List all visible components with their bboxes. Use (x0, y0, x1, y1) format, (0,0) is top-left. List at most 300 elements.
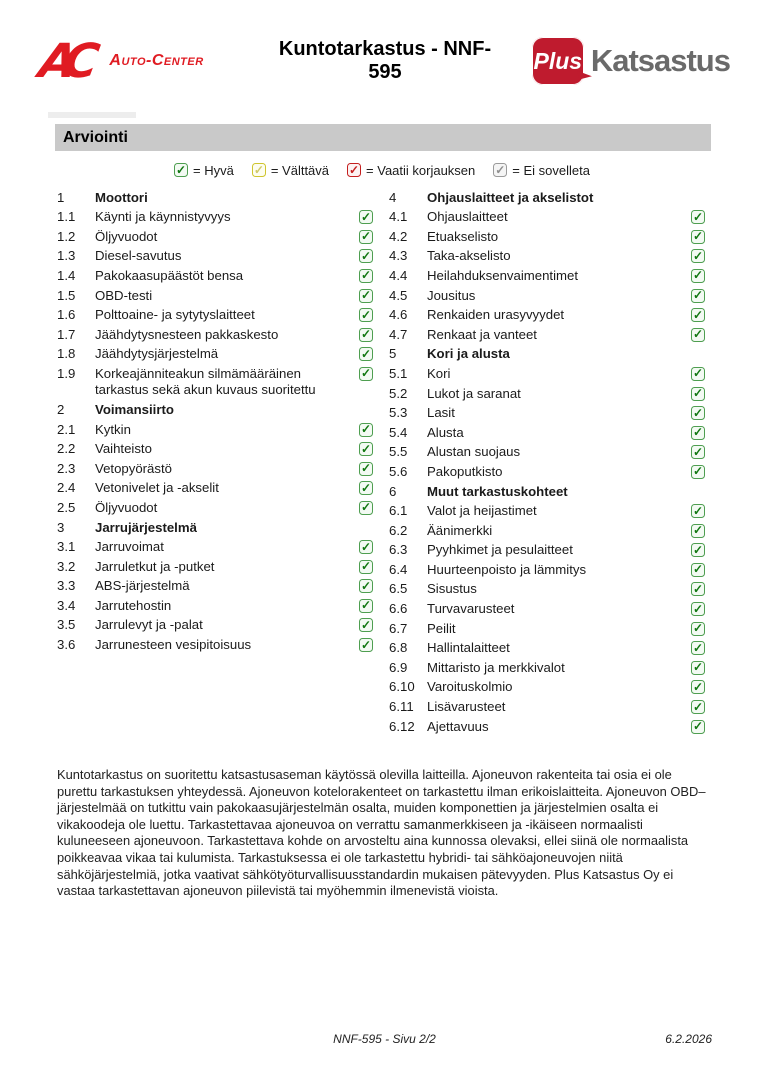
item-number: 1.2 (57, 228, 76, 244)
item-status-cell (359, 539, 377, 554)
section-label: Voimansiirto (95, 401, 174, 417)
item-status-cell (359, 307, 377, 322)
item-number: 1 (57, 189, 65, 205)
item-number: 6.1 (389, 503, 408, 519)
item-label: Pakokaasupäästöt bensa (95, 267, 244, 283)
item-label: Huurteenpoisto ja lämmitys (427, 561, 587, 577)
checklist-section-row (389, 188, 709, 208)
item-label: Varoituskolmio (427, 679, 513, 695)
checklist-right-column (389, 188, 709, 737)
item-status-cell (359, 598, 377, 613)
status-checkbox-na-icon (493, 163, 507, 177)
status-checkbox-good-icon (359, 462, 373, 476)
item-status-cell (359, 520, 377, 521)
item-number: 2 (57, 401, 65, 417)
status-checkbox-good-icon (691, 249, 705, 263)
status-checkbox-good-icon (691, 387, 705, 401)
item-number: 3.5 (57, 617, 76, 633)
inspection-checklist (57, 188, 709, 737)
item-label: Öljyvuodot (95, 228, 158, 244)
status-checkbox-good-icon (691, 445, 705, 459)
item-label: Korkeajänniteakun silmämääräinen tarkastus sekä akun kuvaus suoritettu (95, 365, 316, 398)
legend-item-fair (252, 163, 329, 178)
item-label: Pakoputkisto (427, 463, 503, 479)
item-status-cell (359, 366, 377, 381)
checkmark-glyph: ✓ (360, 422, 372, 437)
item-status-cell (691, 621, 709, 636)
checkmark-glyph: ✓ (360, 480, 372, 495)
checkmark-glyph: ✓ (692, 660, 704, 675)
item-status-cell (359, 461, 377, 476)
status-checkbox-good-icon (691, 641, 705, 655)
checkmark-glyph: ✓ (692, 386, 704, 401)
status-checkbox-good-icon (359, 308, 373, 322)
item-number: 3.1 (57, 539, 76, 555)
item-label: Pyyhkimet ja pesulaitteet (427, 542, 573, 558)
item-label: Jäähdytysjärjestelmä (95, 346, 219, 362)
item-status-cell (691, 288, 709, 303)
checkmark-glyph: ✓ (692, 464, 704, 479)
item-number: 4.4 (389, 267, 408, 283)
item-status-cell (359, 190, 377, 191)
status-checkbox-good-icon (359, 618, 373, 632)
checklist-item-row (389, 717, 709, 737)
plus-badge-text: Plus (533, 47, 583, 74)
status-checkbox-good-icon (174, 163, 188, 177)
checkmark-glyph: ✓ (692, 640, 704, 655)
page-title: Kuntotarkastus - NNF-595 (278, 38, 492, 83)
status-checkbox-good-icon (691, 700, 705, 714)
status-checkbox-good-icon (359, 560, 373, 574)
status-checkbox-good-icon (691, 680, 705, 694)
checkmark-glyph: ✓ (692, 523, 704, 538)
item-status-cell (691, 484, 709, 485)
status-checkbox-good-icon (359, 269, 373, 283)
checkmark-glyph: ✓ (360, 500, 372, 515)
checkmark-glyph: ✓ (692, 248, 704, 263)
checkmark-glyph: ✓ (360, 346, 372, 361)
item-label: Polttoaine- ja sytytyslaitteet (95, 307, 255, 323)
item-number: 1.1 (57, 209, 76, 225)
checkmark-glyph: ✓ (692, 405, 704, 420)
item-label: Peilit (427, 620, 456, 636)
item-number: 3 (57, 519, 65, 535)
checkmark-glyph: ✓ (360, 598, 372, 613)
item-label: Vaihteisto (95, 441, 152, 457)
checkmark-glyph: ✓ (360, 268, 372, 283)
checklist-item-row (389, 208, 709, 228)
status-checkbox-good-icon (359, 638, 373, 652)
checklist-item-row (57, 498, 377, 518)
status-checkbox-good-icon (359, 328, 373, 342)
checkmark-glyph: ✓ (360, 559, 372, 574)
item-label: Sisustus (427, 581, 477, 597)
item-number: 6.5 (389, 581, 408, 597)
checklist-item-row (57, 577, 377, 597)
item-status-cell (359, 617, 377, 632)
item-label: Hallintalaitteet (427, 640, 510, 656)
status-checkbox-good-icon (359, 249, 373, 263)
checklist-item-row (389, 658, 709, 678)
item-number: 1.9 (57, 365, 76, 381)
status-checkbox-repair-icon (347, 163, 361, 177)
plus-badge-icon (532, 37, 584, 85)
checkmark-glyph: ✓ (692, 562, 704, 577)
checklist-item-row (57, 420, 377, 440)
item-number: 3.3 (57, 578, 76, 594)
item-status-cell (691, 209, 709, 224)
item-status-cell (691, 464, 709, 479)
checkmark-glyph: ✓ (360, 539, 372, 554)
checklist-item-row (389, 306, 709, 326)
status-checkbox-good-icon (691, 622, 705, 636)
item-number: 5.2 (389, 385, 408, 401)
disclaimer-text: Kuntotarkastus on suoritettu katsastusaseman käytössä olevilla laitteilla. Ajoneuvon rakenteita tai osia ei ole purettu tarkastuksen yhteydessä. Ajoneuvon kotelorakenteet on tarkastettu ilman erikoislaitteita. Ajoneuvon OBD–järjestelmää on tutkittu vain pakokaasujärjestelmän osalta, muiden komponettien ja järjestelmien osalta ei vikakoodeja ole luettu. Tarkastettavaa ajoneuvoa on verrattu samanmerkkiseen ja -ikäiseen normaalisti kuluneeseen ajoneuvoon. Tarkastettava kohde on arvosteltu aina kunnossa olevaksi, ellei siinä ole normaalista poikkeavaa vikaa tai kulumista. Tarkastuksessa ei ole tarkastettu hybridi- tai sähköajoneuvojen niitä sähköjärjestelmiä, jotka vaativat sähkötyöturvallisuusstandardin mukaisen pätevyyden. Plus Katsastus Oy ei vastaa tarkastettavan ajoneuvon piilevistä tai myöhemmin ilmenevistä vioista. (57, 767, 706, 899)
checklist-section-row (57, 518, 377, 538)
item-status-cell (359, 346, 377, 361)
katsastus-logo-text: Katsastus (590, 43, 730, 78)
checkmark-glyph: ✓ (360, 461, 372, 476)
checkmark-glyph: ✓ (692, 229, 704, 244)
auto-center-logo (35, 33, 270, 89)
status-checkbox-good-icon (691, 720, 705, 734)
checklist-item-row (389, 462, 709, 482)
checkmark-glyph: ✓ (360, 366, 372, 381)
legend-item-good (174, 163, 234, 178)
status-checkbox-good-icon (359, 540, 373, 554)
item-status-cell (691, 366, 709, 381)
item-status-cell (691, 699, 709, 714)
checklist-item-row (57, 345, 377, 365)
checkmark-glyph: ✓ (692, 268, 704, 283)
status-checkbox-good-icon (691, 543, 705, 557)
item-status-cell (691, 719, 709, 734)
item-number: 4.1 (389, 209, 408, 225)
status-checkbox-good-icon (691, 289, 705, 303)
checkmark-glyph: ✓ (360, 229, 372, 244)
item-number: 1.5 (57, 287, 76, 303)
item-status-cell (359, 209, 377, 224)
checklist-item-row (389, 423, 709, 443)
item-status-cell (359, 480, 377, 495)
item-number: 6.3 (389, 542, 408, 558)
item-status-cell (359, 441, 377, 456)
item-status-cell (691, 327, 709, 342)
status-checkbox-good-icon (691, 230, 705, 244)
plus-katsastus-logo (500, 37, 730, 85)
checkmark-glyph: ✓ (360, 327, 372, 342)
report-header (35, 30, 730, 92)
status-checkbox-good-icon (691, 328, 705, 342)
section-label: Ohjauslaitteet ja akselistot (427, 189, 594, 205)
status-checkbox-good-icon (691, 661, 705, 675)
section-title: Arviointi (63, 128, 128, 146)
item-label: Renkaiden urasyvyydet (427, 307, 565, 323)
item-label: Kytkin (95, 421, 131, 437)
item-number: 1.7 (57, 326, 76, 342)
item-label: Renkaat ja vanteet (427, 326, 537, 342)
item-number: 5 (389, 346, 397, 362)
checkmark-glyph: ✓ (692, 621, 704, 636)
item-number: 5.1 (389, 365, 408, 381)
item-number: 6 (389, 483, 397, 499)
status-checkbox-good-icon (691, 602, 705, 616)
checklist-item-row (389, 678, 709, 698)
item-number: 4.3 (389, 248, 408, 264)
checklist-item-row (389, 541, 709, 561)
checklist-item-row (389, 697, 709, 717)
checklist-item-row (389, 286, 709, 306)
checkmark-glyph: ✓ (692, 699, 704, 714)
checklist-item-row (57, 557, 377, 577)
item-label: Jarruvoimat (95, 539, 164, 555)
checkmark-glyph: ✓ (360, 248, 372, 263)
status-checkbox-good-icon (691, 563, 705, 577)
checkmark-glyph: ✓ (692, 719, 704, 734)
auto-center-logo-text: Auto-Center (109, 52, 204, 69)
checklist-item-row (57, 208, 377, 228)
checklist-left-column (57, 188, 377, 655)
item-number: 6.2 (389, 522, 408, 538)
item-number: 6.9 (389, 659, 408, 675)
item-number: 1.4 (57, 267, 76, 283)
item-number: 4.5 (389, 287, 408, 303)
item-status-cell (359, 248, 377, 263)
status-checkbox-good-icon (359, 347, 373, 361)
status-checkbox-good-icon (359, 599, 373, 613)
item-status-cell (691, 640, 709, 655)
checklist-item-row (389, 443, 709, 463)
checklist-item-row (57, 635, 377, 655)
status-checkbox-fair-icon (252, 163, 266, 177)
checklist-item-row (389, 560, 709, 580)
status-checkbox-good-icon (359, 481, 373, 495)
status-checkbox-good-icon (691, 524, 705, 538)
item-status-cell (691, 581, 709, 596)
item-label: Taka-akselisto (427, 248, 511, 264)
status-checkbox-good-icon (359, 579, 373, 593)
item-label: Jousitus (427, 287, 476, 303)
item-status-cell (691, 660, 709, 675)
checklist-item-row (57, 286, 377, 306)
checkmark-glyph: ✓ (692, 425, 704, 440)
item-status-cell (691, 307, 709, 322)
checklist-item-row (389, 227, 709, 247)
item-status-cell (691, 405, 709, 420)
section-label: Jarrujärjestelmä (95, 519, 197, 535)
checklist-item-row (389, 247, 709, 267)
item-label: Jäähdytysnesteen pakkaskesto (95, 326, 279, 342)
checklist-item-row (389, 404, 709, 424)
item-status-cell (359, 578, 377, 593)
checklist-item-row (389, 502, 709, 522)
item-status-cell (359, 229, 377, 244)
checklist-item-row (57, 440, 377, 460)
item-status-cell (359, 327, 377, 342)
item-label: Vetopyörästö (95, 460, 172, 476)
item-number: 2.4 (57, 480, 76, 496)
legend-label: = Ei sovelleta (512, 162, 590, 178)
item-status-cell (359, 637, 377, 652)
item-label: Heilahduksenvaimentimet (427, 267, 578, 283)
item-label: Äänimerkki (427, 522, 493, 538)
item-label: Lasit (427, 405, 455, 421)
checklist-item-row (389, 364, 709, 384)
checkmark-glyph: ✓ (360, 578, 372, 593)
checklist-section-row (57, 400, 377, 420)
item-number: 3.6 (57, 637, 76, 653)
checklist-item-row (57, 266, 377, 286)
item-label: Lukot ja saranat (427, 385, 521, 401)
item-number: 4.7 (389, 326, 408, 342)
item-status-cell (691, 444, 709, 459)
status-checkbox-good-icon (691, 269, 705, 283)
item-number: 6.7 (389, 620, 408, 636)
item-status-cell (691, 190, 709, 191)
item-number: 2.1 (57, 421, 76, 437)
checklist-item-row (57, 596, 377, 616)
status-checkbox-good-icon (691, 465, 705, 479)
checklist-item-row (57, 364, 377, 400)
checkmark-glyph: ✓ (692, 209, 704, 224)
status-checkbox-good-icon (359, 230, 373, 244)
item-number: 5.4 (389, 424, 408, 440)
item-number: 2.3 (57, 460, 76, 476)
checklist-item-row (389, 639, 709, 659)
item-number: 6.11 (389, 699, 414, 715)
legend-label: = Välttävä (270, 162, 330, 178)
checklist-item-row (389, 325, 709, 345)
checkmark-glyph: ✓ (692, 503, 704, 518)
arviointi-section-bar (55, 124, 711, 151)
item-number: 1.8 (57, 346, 76, 362)
checkmark-glyph: ✓ (692, 307, 704, 322)
item-number: 4.2 (389, 228, 408, 244)
status-checkbox-good-icon (691, 582, 705, 596)
item-number: 6.4 (389, 561, 408, 577)
checkmark-glyph: ✓ (349, 162, 360, 177)
item-label: Öljyvuodot (95, 499, 158, 515)
section-label: Kori ja alusta (427, 346, 510, 362)
item-number: 4 (389, 189, 397, 205)
checklist-item-row (57, 538, 377, 558)
item-label: Jarruletkut ja -putket (95, 558, 215, 574)
status-checkbox-good-icon (691, 308, 705, 322)
status-checkbox-good-icon (359, 289, 373, 303)
item-number: 3.4 (57, 597, 76, 613)
status-checkbox-good-icon (359, 367, 373, 381)
item-status-cell (359, 559, 377, 574)
status-checkbox-good-icon (359, 423, 373, 437)
checkmark-glyph: ✓ (175, 162, 187, 177)
item-status-cell (691, 425, 709, 440)
checklist-item-row (57, 247, 377, 267)
item-label: Etuakselisto (427, 228, 499, 244)
checklist-item-row (57, 479, 377, 499)
checklist-item-row (57, 325, 377, 345)
status-checkbox-good-icon (691, 210, 705, 224)
checkmark-glyph: ✓ (360, 288, 372, 303)
item-label: OBD-testi (95, 287, 153, 303)
item-number: 2.2 (57, 441, 76, 457)
checkmark-glyph: ✓ (360, 307, 372, 322)
item-label: ABS-järjestelmä (95, 578, 190, 594)
item-label: Diesel-savutus (95, 248, 182, 264)
faint-gray-strip (48, 112, 136, 118)
section-label: Moottori (95, 189, 148, 205)
item-number: 5.5 (389, 444, 408, 460)
item-label: Vetonivelet ja -akselit (95, 480, 219, 496)
section-label: Muut tarkastuskohteet (427, 483, 568, 499)
checkmark-glyph: ✓ (360, 441, 372, 456)
status-checkbox-good-icon (691, 504, 705, 518)
checklist-item-row (389, 599, 709, 619)
checklist-section-row (57, 188, 377, 208)
checkmark-glyph: ✓ (692, 679, 704, 694)
item-status-cell (359, 500, 377, 515)
item-status-cell (691, 562, 709, 577)
item-label: Ohjauslaitteet (427, 209, 508, 225)
checkmark-glyph: ✓ (692, 542, 704, 557)
item-label: Turvavarusteet (427, 601, 515, 617)
legend-item-repair (347, 163, 475, 178)
status-checkbox-good-icon (691, 426, 705, 440)
item-number: 5.3 (389, 405, 408, 421)
item-label: Kori (427, 365, 451, 381)
checkmark-glyph: ✓ (495, 162, 506, 177)
item-number: 6.8 (389, 640, 408, 656)
item-status-cell (691, 229, 709, 244)
item-label: Valot ja heijastimet (427, 503, 537, 519)
checklist-item-row (57, 616, 377, 636)
item-label: Jarrutehostin (95, 597, 172, 613)
item-status-cell (691, 503, 709, 518)
item-label: Käynti ja käynnistyvyys (95, 209, 231, 225)
item-status-cell (359, 402, 377, 403)
item-number: 3.2 (57, 558, 76, 574)
checkmark-glyph: ✓ (692, 444, 704, 459)
checkmark-glyph: ✓ (692, 601, 704, 616)
footer-date: 6.2.2026 (665, 1032, 712, 1046)
checklist-item-row (389, 619, 709, 639)
checklist-item-row (389, 580, 709, 600)
checklist-item-row (389, 266, 709, 286)
item-status-cell (359, 288, 377, 303)
item-status-cell (691, 248, 709, 263)
footer-page-label: NNF-595 - Sivu 2/2 (333, 1032, 436, 1046)
item-status-cell (691, 523, 709, 538)
checkmark-glyph: ✓ (692, 366, 704, 381)
item-status-cell (359, 422, 377, 437)
item-label: Mittaristo ja merkkivalot (427, 659, 565, 675)
checklist-item-row (389, 384, 709, 404)
item-label: Jarrunesteen vesipitoisuus (95, 637, 252, 653)
item-status-cell (359, 268, 377, 283)
checklist-section-row (389, 345, 709, 365)
item-number: 4.6 (389, 307, 408, 323)
status-checkbox-good-icon (359, 442, 373, 456)
checkmark-glyph: ✓ (692, 327, 704, 342)
item-number: 6.10 (389, 679, 415, 695)
status-checkbox-good-icon (359, 501, 373, 515)
item-label: Alusta (427, 424, 464, 440)
checkmark-glyph: ✓ (360, 617, 372, 632)
item-number: 1.6 (57, 307, 76, 323)
page-footer (57, 1032, 712, 1050)
item-number: 6.6 (389, 601, 408, 617)
status-checkbox-good-icon (359, 210, 373, 224)
checkmark-glyph: ✓ (253, 162, 264, 177)
